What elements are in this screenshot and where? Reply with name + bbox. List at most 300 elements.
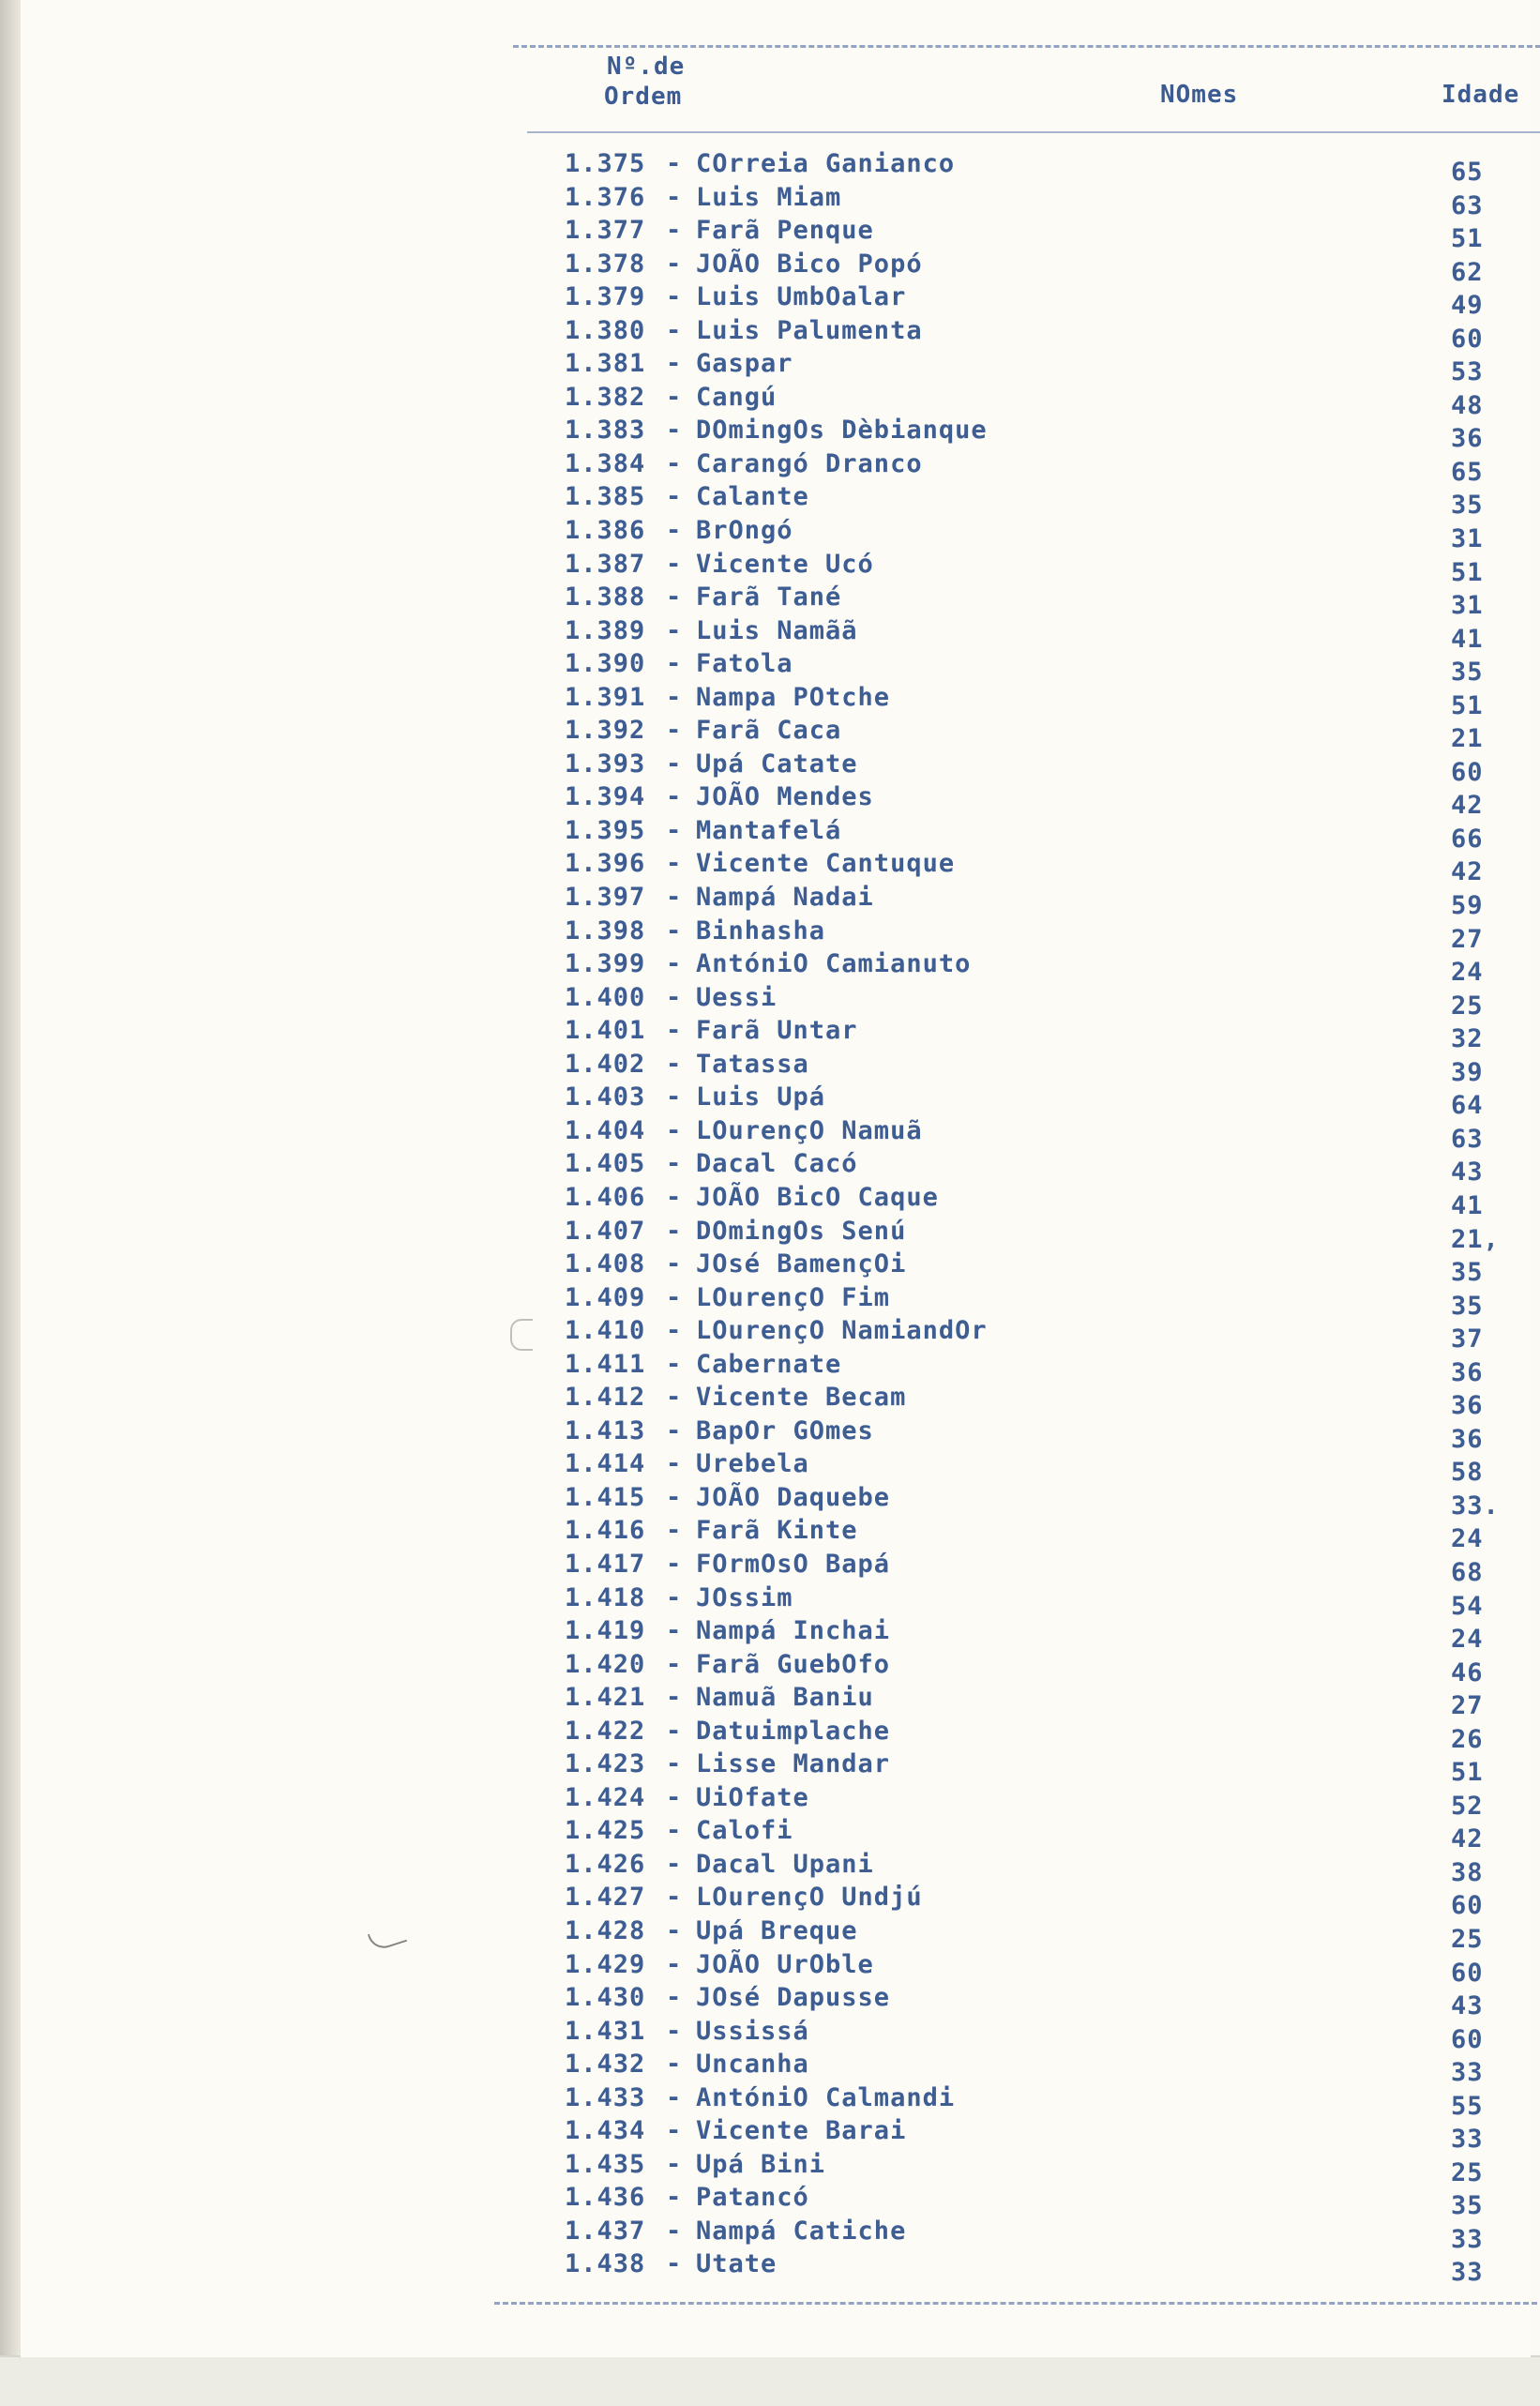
person-name: Luis Upá (696, 1082, 826, 1112)
list-item (565, 1582, 1540, 1621)
separator-dash: - (666, 1549, 683, 1579)
person-name: Farã Untar (696, 1016, 858, 1046)
person-age: 27 (1451, 924, 1484, 954)
list-item (565, 1149, 1540, 1188)
list-item (565, 184, 1540, 218)
order-number: 1.411 (565, 1349, 646, 1379)
separator-dash: - (666, 1582, 683, 1612)
list-item (565, 349, 1540, 387)
separator-dash: - (666, 1816, 683, 1846)
separator-dash: - (666, 615, 683, 645)
order-number: 1.435 (565, 2149, 646, 2179)
person-name: Carangó Dranco (696, 448, 923, 478)
person-age: 24 (1451, 1625, 1484, 1655)
separator-dash: - (666, 2149, 683, 2179)
list-item (565, 249, 1540, 287)
separator-dash: - (666, 782, 683, 812)
order-number: 1.402 (565, 1049, 646, 1079)
person-age: 36 (1451, 1424, 1484, 1454)
order-number: 1.375 (565, 149, 646, 178)
list-item (565, 1651, 1540, 1685)
order-number: 1.436 (565, 2183, 646, 2213)
separator-dash: - (666, 249, 683, 279)
list-item (565, 1351, 1540, 1385)
person-age: 51 (1451, 224, 1484, 254)
person-name: Nampá Nadai (696, 883, 874, 913)
order-number: 1.403 (565, 1082, 646, 1112)
person-name: Nampá Inchai (696, 1616, 891, 1646)
separator-dash: - (666, 682, 683, 712)
person-age: 51 (1451, 690, 1484, 720)
person-name: Upá Breque (696, 1915, 858, 1945)
person-age: 27 (1451, 1691, 1484, 1721)
order-number: 1.404 (565, 1115, 646, 1145)
separator-dash: - (666, 883, 683, 913)
list-item (565, 448, 1540, 487)
person-age: 43 (1451, 1158, 1484, 1188)
list-item (565, 1415, 1540, 1454)
list-item (565, 716, 1540, 754)
list-item (565, 649, 1540, 688)
list-item (565, 782, 1540, 821)
person-age: 32 (1451, 1024, 1484, 1054)
order-number: 1.390 (565, 649, 646, 679)
separator-dash: - (666, 1115, 683, 1145)
separator-dash: - (666, 749, 683, 779)
person-age: 65 (1451, 457, 1484, 487)
person-name: JOÃO Mendes (696, 782, 874, 812)
person-name: LOurençO NamiandOr (696, 1316, 988, 1346)
separator-dash: - (666, 216, 683, 246)
list-item (565, 982, 1540, 1021)
order-number: 1.419 (565, 1616, 646, 1646)
separator-dash: - (666, 182, 683, 212)
person-name: Cabernate (696, 1349, 842, 1379)
order-number: 1.437 (565, 2216, 646, 2246)
order-number: 1.412 (565, 1383, 646, 1413)
order-number: 1.381 (565, 349, 646, 379)
person-name: JOsé BamençOi (696, 1249, 907, 1279)
separator-dash: - (666, 815, 683, 845)
list-item (565, 416, 1540, 454)
separator-dash: - (666, 282, 683, 312)
separator-dash: - (666, 1649, 683, 1679)
person-name: LOurençO Undjú (696, 1883, 923, 1913)
separator-dash: - (666, 149, 683, 178)
order-number: 1.421 (565, 1683, 646, 1713)
list-item (565, 1683, 1540, 1721)
person-name: AntóniO Camianuto (696, 949, 972, 979)
order-number: 1.414 (565, 1449, 646, 1479)
separator-dash: - (666, 716, 683, 746)
list-item (565, 2116, 1540, 2155)
person-age: 46 (1451, 1657, 1484, 1687)
person-name: Nampa POtche (696, 682, 891, 712)
bottom-dashed-rule (494, 2302, 1540, 2305)
separator-dash: - (666, 1915, 683, 1945)
person-age: 54 (1451, 1591, 1484, 1621)
list-item (565, 1049, 1540, 1087)
person-age: 41 (1451, 1190, 1484, 1220)
person-age: 62 (1451, 257, 1484, 287)
separator-dash: - (666, 2183, 683, 2213)
list-item (565, 1816, 1540, 1854)
person-age: 60 (1451, 2024, 1484, 2054)
list-item (565, 315, 1540, 354)
person-age: 35 (1451, 491, 1484, 521)
person-name: Lisse Mandar (696, 1749, 891, 1779)
person-name: Vicente Cantuque (696, 849, 956, 879)
person-name: JOÃO Bico Popó (696, 249, 923, 279)
person-name: JOsé Dapusse (696, 1983, 891, 2013)
person-age: 33 (1451, 2258, 1484, 2288)
order-number: 1.405 (565, 1149, 646, 1179)
person-age: 64 (1451, 1091, 1484, 1121)
list-item (565, 1016, 1540, 1054)
list-item (565, 949, 1540, 988)
list-item (565, 1516, 1540, 1554)
scanner-background-left (0, 0, 21, 2406)
person-name: Fatola (696, 649, 793, 679)
separator-dash: - (666, 1383, 683, 1413)
person-age: 51 (1451, 1758, 1484, 1788)
list-item (565, 2249, 1540, 2288)
person-age: 58 (1451, 1458, 1484, 1488)
order-number: 1.418 (565, 1582, 646, 1612)
header-underline (527, 131, 1540, 133)
header-order-line1: Nº.de (607, 53, 686, 81)
person-name: Upá Catate (696, 749, 858, 779)
separator-dash: - (666, 1516, 683, 1546)
person-name: Tatassa (696, 1049, 809, 1079)
person-age: 68 (1451, 1557, 1484, 1587)
list-item (565, 583, 1540, 621)
margin-pencil-mark (510, 1319, 533, 1351)
person-age: 33. (1451, 1491, 1500, 1521)
separator-dash: - (666, 2050, 683, 2080)
order-number: 1.423 (565, 1749, 646, 1779)
separator-dash: - (666, 1349, 683, 1379)
person-name: Uncanha (696, 2050, 809, 2080)
separator-dash: - (666, 583, 683, 613)
separator-dash: - (666, 2216, 683, 2246)
person-age: 25 (1451, 1924, 1484, 1954)
person-age: 36 (1451, 1357, 1484, 1387)
list-item (565, 883, 1540, 921)
order-number: 1.377 (565, 216, 646, 246)
separator-dash: - (666, 1949, 683, 1979)
list-item (565, 149, 1540, 187)
person-name: JOÃO BicO Caque (696, 1182, 939, 1212)
list-item (565, 1983, 1540, 2021)
separator-dash: - (666, 2082, 683, 2112)
person-age: 48 (1451, 390, 1484, 420)
list-item (565, 2183, 1540, 2221)
person-name: BrOngó (696, 516, 793, 546)
person-name: Vicente Ucó (696, 549, 874, 579)
header-order-line2: Ordem (604, 83, 683, 111)
separator-dash: - (666, 1749, 683, 1779)
person-age: 31 (1451, 524, 1484, 554)
order-number: 1.394 (565, 782, 646, 812)
list-item (565, 1949, 1540, 1988)
person-name: Nampá Catiche (696, 2216, 907, 2246)
document-page (21, 0, 1531, 2357)
order-number: 1.429 (565, 1949, 646, 1979)
header-names: NOmes (1160, 81, 1239, 109)
separator-dash: - (666, 1683, 683, 1713)
person-name: Urebela (696, 1449, 809, 1479)
order-number: 1.389 (565, 615, 646, 645)
list-item (565, 216, 1540, 254)
separator-dash: - (666, 382, 683, 412)
list-item (565, 1184, 1540, 1218)
order-number: 1.426 (565, 1849, 646, 1879)
person-age: 51 (1451, 557, 1484, 587)
header-age: Idade (1442, 81, 1520, 109)
order-number: 1.399 (565, 949, 646, 979)
order-number: 1.386 (565, 516, 646, 546)
order-number: 1.431 (565, 2016, 646, 2046)
order-number: 1.410 (565, 1316, 646, 1346)
person-age: 24 (1451, 958, 1484, 988)
person-age: 60 (1451, 1958, 1484, 1988)
separator-dash: - (666, 2116, 683, 2146)
person-age: 39 (1451, 1057, 1484, 1087)
person-name: FOrmOsO Bapá (696, 1549, 891, 1579)
person-name: Luis Miam (696, 182, 842, 212)
person-age: 35 (1451, 2191, 1484, 2221)
list-item (565, 1082, 1540, 1121)
list-item (565, 915, 1540, 954)
person-name: LOurençO Fim (696, 1282, 891, 1312)
separator-dash: - (666, 915, 683, 946)
person-age: 42 (1451, 791, 1484, 821)
separator-dash: - (666, 1149, 683, 1179)
order-number: 1.384 (565, 448, 646, 478)
separator-dash: - (666, 1249, 683, 1279)
separator-dash: - (666, 349, 683, 379)
order-number: 1.392 (565, 716, 646, 746)
order-number: 1.413 (565, 1415, 646, 1445)
order-number: 1.382 (565, 382, 646, 412)
separator-dash: - (666, 1049, 683, 1079)
order-number: 1.427 (565, 1883, 646, 1913)
separator-dash: - (666, 448, 683, 478)
separator-dash: - (666, 1782, 683, 1812)
separator-dash: - (666, 2016, 683, 2046)
separator-dash: - (666, 1449, 683, 1479)
person-name: Dacal Upani (696, 1849, 874, 1879)
separator-dash: - (666, 649, 683, 679)
order-number: 1.425 (565, 1816, 646, 1846)
list-item (565, 1316, 1540, 1354)
person-age: 63 (1451, 190, 1484, 220)
person-age: 35 (1451, 1291, 1484, 1321)
person-age: 43 (1451, 1991, 1484, 2021)
person-name: BapOr GOmes (696, 1415, 874, 1445)
order-number: 1.420 (565, 1649, 646, 1679)
person-age: 31 (1451, 591, 1484, 621)
separator-dash: - (666, 982, 683, 1012)
order-number: 1.433 (565, 2082, 646, 2112)
person-name: Calante (696, 482, 809, 512)
person-age: 60 (1451, 1891, 1484, 1921)
order-number: 1.416 (565, 1516, 646, 1546)
person-age: 35 (1451, 658, 1484, 688)
person-age: 38 (1451, 1857, 1484, 1887)
separator-dash: - (666, 1616, 683, 1646)
person-age: 66 (1451, 824, 1484, 854)
person-name: AntóniO Calmandi (696, 2082, 956, 2112)
person-name: Ussissá (696, 2016, 809, 2046)
person-name: JOssim (696, 1582, 793, 1612)
order-number: 1.428 (565, 1915, 646, 1945)
person-age: 36 (1451, 424, 1484, 454)
person-age: 21 (1451, 724, 1484, 754)
person-age: 60 (1451, 324, 1484, 354)
order-number: 1.388 (565, 583, 646, 613)
order-number: 1.430 (565, 1983, 646, 2013)
person-age: 33 (1451, 2224, 1484, 2254)
order-number: 1.434 (565, 2116, 646, 2146)
separator-dash: - (666, 1316, 683, 1346)
person-age: 26 (1451, 1724, 1484, 1754)
order-number: 1.398 (565, 915, 646, 946)
person-name: Dacal Cacó (696, 1149, 858, 1179)
person-name: Cangú (696, 382, 778, 412)
order-number: 1.417 (565, 1549, 646, 1579)
list-item (565, 1383, 1540, 1421)
person-age: 55 (1451, 2091, 1484, 2121)
list-item (565, 1449, 1540, 1488)
order-number: 1.385 (565, 482, 646, 512)
person-age: 21, (1451, 1224, 1500, 1254)
person-name: Vicente Becam (696, 1383, 907, 1413)
list-item (565, 1915, 1540, 1954)
person-name: Farã GuebOfo (696, 1649, 891, 1679)
order-number: 1.407 (565, 1216, 646, 1246)
person-age: 52 (1451, 1791, 1484, 1821)
separator-dash: - (666, 949, 683, 979)
person-age: 59 (1451, 891, 1484, 921)
order-number: 1.380 (565, 315, 646, 345)
list-item (565, 516, 1540, 554)
person-name: DOmingOs Dèbianque (696, 416, 988, 446)
list-item (565, 549, 1540, 587)
person-name: Uessi (696, 982, 778, 1012)
order-number: 1.376 (565, 182, 646, 212)
person-name: LOurençO Namuã (696, 1115, 923, 1145)
person-age: 42 (1451, 1824, 1484, 1854)
person-age: 53 (1451, 357, 1484, 387)
order-number: 1.395 (565, 815, 646, 845)
person-age: 49 (1451, 291, 1484, 321)
order-number: 1.397 (565, 883, 646, 913)
person-name: Mantafelá (696, 815, 842, 845)
separator-dash: - (666, 1883, 683, 1913)
person-name: COrreia Ganianco (696, 149, 956, 178)
person-age: 41 (1451, 624, 1484, 654)
person-name: Luis UmbOalar (696, 282, 907, 312)
order-number: 1.383 (565, 416, 646, 446)
person-age: 63 (1451, 1124, 1484, 1154)
list-item (565, 749, 1540, 787)
list-item (565, 1282, 1540, 1321)
person-age: 65 (1451, 158, 1484, 187)
list-item (565, 382, 1540, 420)
list-item (565, 1749, 1540, 1788)
list-item (565, 2016, 1540, 2054)
order-number: 1.379 (565, 282, 646, 312)
person-name: UiOfate (696, 1782, 809, 1812)
person-name: Utate (696, 2249, 778, 2279)
person-age: 25 (1451, 2157, 1484, 2187)
person-name: Farã Caca (696, 716, 842, 746)
list-item (565, 1782, 1540, 1821)
list-item (565, 1115, 1540, 1154)
list-item (565, 1249, 1540, 1288)
list-item (565, 1716, 1540, 1754)
separator-dash: - (666, 1282, 683, 1312)
person-age: 35 (1451, 1258, 1484, 1288)
person-name: Calofi (696, 1816, 793, 1846)
list-item (565, 849, 1540, 887)
order-number: 1.400 (565, 982, 646, 1012)
order-number: 1.409 (565, 1282, 646, 1312)
person-age: 33 (1451, 2125, 1484, 2155)
separator-dash: - (666, 1983, 683, 2013)
person-name: Gaspar (696, 349, 793, 379)
order-number: 1.438 (565, 2249, 646, 2279)
separator-dash: - (666, 1716, 683, 1746)
separator-dash: - (666, 1016, 683, 1046)
list-item (565, 1883, 1540, 1921)
list-item (565, 1482, 1540, 1521)
list-item (565, 2082, 1540, 2121)
separator-dash: - (666, 1216, 683, 1246)
order-number: 1.378 (565, 249, 646, 279)
list-item (565, 1216, 1540, 1254)
person-name: Datuimplache (696, 1716, 891, 1746)
separator-dash: - (666, 1182, 683, 1212)
separator-dash: - (666, 1482, 683, 1512)
person-age: 33 (1451, 2058, 1484, 2088)
list-item (565, 1549, 1540, 1587)
order-number: 1.396 (565, 849, 646, 879)
order-number: 1.432 (565, 2050, 646, 2080)
person-age: 60 (1451, 757, 1484, 787)
order-number: 1.393 (565, 749, 646, 779)
order-number: 1.391 (565, 682, 646, 712)
person-name: JOÃO Daquebe (696, 1482, 891, 1512)
person-name: Farã Penque (696, 216, 874, 246)
person-name: JOÃO UrOble (696, 1949, 874, 1979)
separator-dash: - (666, 549, 683, 579)
person-name: Patancó (696, 2183, 809, 2213)
margin-pen-stroke (368, 1924, 407, 1953)
list-item (565, 1849, 1540, 1887)
order-number: 1.406 (565, 1182, 646, 1212)
list-item (565, 1616, 1540, 1655)
list-item (565, 482, 1540, 521)
person-name: Farã Tané (696, 583, 842, 613)
person-name: Binhasha (696, 915, 826, 946)
person-name: Farã Kinte (696, 1516, 858, 1546)
separator-dash: - (666, 516, 683, 546)
separator-dash: - (666, 1849, 683, 1879)
list-item (565, 615, 1540, 654)
